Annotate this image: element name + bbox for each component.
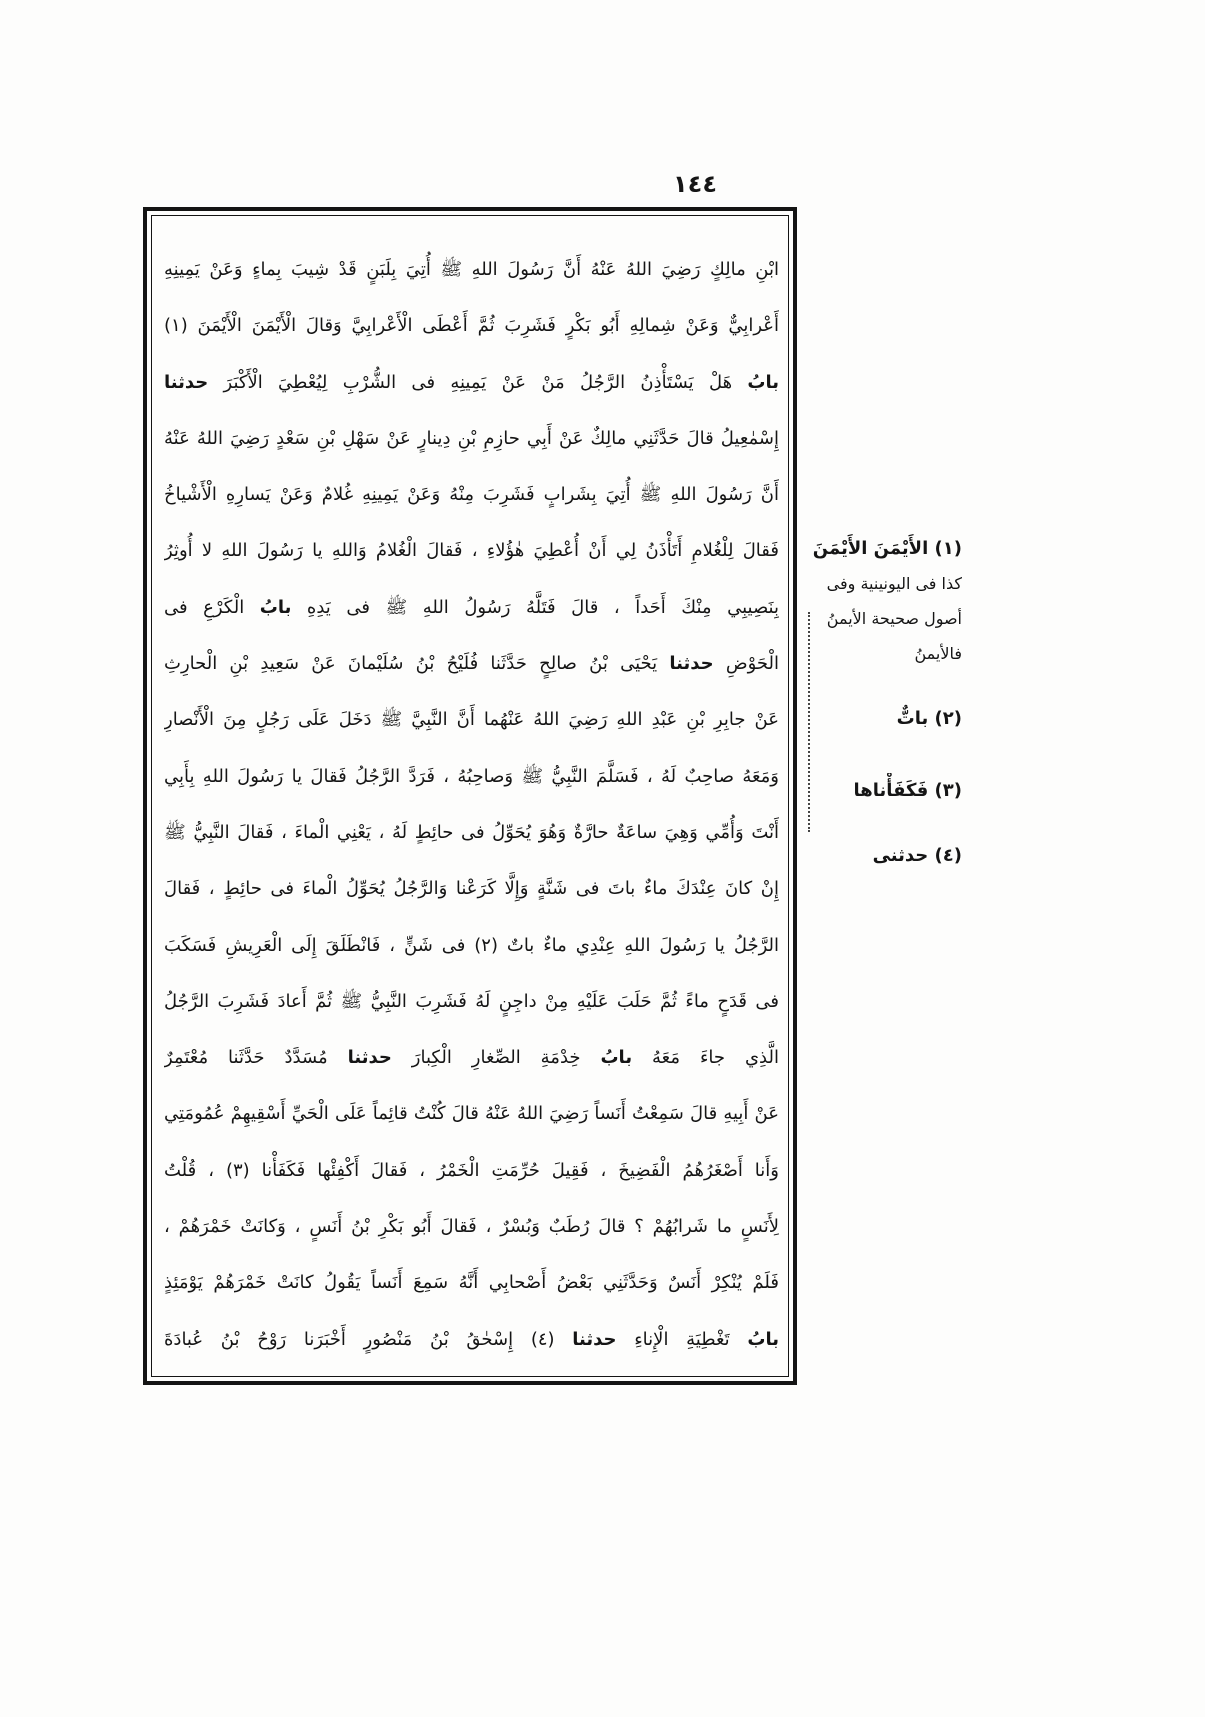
page-frame [143, 207, 797, 1385]
text-line [164, 1143, 779, 1199]
margin-note-line: (٢) باتٌّ [896, 708, 962, 729]
narration-marker: حدثنا [164, 371, 209, 393]
text-line [164, 298, 779, 354]
text-segment: أَنْتَ وَأُمِّي وَهِيَ ساعَةٌ حارَّةٌ وَهُوَ يُحَوِّلُ فى حائِطٍ لَهُ ، يَعْنِي الْماءَ ، فَقالَ النَّبِيُّ ﷺ [164, 821, 779, 843]
text-line [164, 523, 779, 579]
margin-note-line: كذا فى اليونينية وفى [826, 574, 962, 593]
text-segment: إِنْ كانَ عِنْدَكَ ماءٌ باتَ فى شَنَّةٍ وَإِلَّا كَرَعْنا وَالرَّجُلُ يُحَوِّلُ الْماءَ فى حائِطٍ ، فَقالَ [164, 878, 779, 900]
main-text-block [164, 242, 779, 1368]
text-line [164, 1030, 779, 1086]
text-segment: وَمَعَهُ صاحِبٌ لَهُ ، فَسَلَّمَ النَّبِيُّ ﷺ وَصاحِبُهُ ، فَرَدَّ الرَّجُلُ فَقالَ يا رَسُولَ اللهِ بِأَبِي [164, 765, 779, 787]
text-line [164, 805, 779, 861]
chapter-heading-marker: بابُ [747, 1328, 779, 1350]
text-segment: أَنَّ رَسُولَ اللهِ ﷺ أُتِيَ بِشَرابٍ فَشَرِبَ مِنْهُ وَعَنْ يَمِينِهِ غُلامٌ وَعَنْ يَسارِهِ الْأَشْياخُ [164, 484, 779, 506]
text-segment: (٤) إِسْحٰقُ بْنُ مَنْصُورٍ أَخْبَرَنا رَوْحُ بْنُ عُبادَةَ [164, 1328, 573, 1350]
text-line [164, 861, 779, 917]
text-line [164, 692, 779, 748]
margin-note [812, 531, 962, 671]
text-line [164, 636, 779, 692]
text-segment: فَلَمْ يُنْكِرْ أَنَسٌ وَحَدَّثَنِي بَعْضُ أَصْحابِي أَنَّهُ سَمِعَ أَنَساً يَقُولُ كانَتْ خَمْرَهُمْ يَوْمَئِذٍ [164, 1272, 779, 1294]
margin-notes [812, 0, 962, 1717]
margin-note [812, 701, 962, 736]
text-segment: ابْنِ مالِكٍ رَضِيَ اللهُ عَنْهُ أَنَّ رَسُولَ اللهِ ﷺ أُتِيَ بِلَبَنٍ قَدْ شِيبَ بِماءٍ وَعَنْ يَمِينِهِ [164, 259, 779, 280]
page-number: ١٤٤ [673, 170, 717, 198]
scan-dots-artifact [808, 612, 810, 832]
margin-note-line: (١) الأَيْمَنَ الأَيْمَنَ [812, 538, 962, 559]
margin-note-line: فالأيمنُ [914, 644, 962, 663]
text-line [164, 918, 779, 974]
text-segment: الْكَرْعِ فى [164, 596, 260, 618]
text-line [164, 1312, 779, 1368]
text-segment: الرَّجُلُ يا رَسُولَ اللهِ عِنْدِي ماءٌ باتٌ (٢) فى شَنٍّ ، فَانْطَلَقَ إِلَى الْعَرِيشِ فَسَكَبَ [164, 934, 779, 956]
text-segment: وَأَنا أَصْغَرُهُمُ الْفَضِيخَ ، فَقِيلَ حُرِّمَتِ الْخَمْرُ ، فَقالَ أَكْفِئْها فَكَفَأْنا (٣) ، قُلْتُ [164, 1159, 779, 1181]
text-line [164, 467, 779, 523]
margin-note [812, 838, 962, 873]
text-segment: عَنْ جابِرِ بْنِ عَبْدِ اللهِ رَضِيَ اللهُ عَنْهُما أَنَّ النَّبِيَّ ﷺ دَخَلَ عَلَى رَجُلٍ مِنَ الْأَنْصارِ [164, 709, 779, 731]
chapter-heading-marker: بابُ [259, 596, 292, 618]
text-segment: لِأَنَسٍ ما شَرابُهُمْ ؟ قالَ رُطَبٌ وَبُسْرٌ ، فَقالَ أَبُو بَكْرِ بْنُ أَنَسٍ ، وَكانَتْ خَمْرَهُمْ ، [164, 1216, 779, 1238]
page-frame-inner-rule [151, 215, 789, 1377]
text-line [164, 1255, 779, 1311]
text-segment: فَقالَ لِلْغُلامِ أَتَأْذَنُ لِي أَنْ أُعْطِيَ هٰؤُلاءِ ، فَقالَ الْغُلامُ وَاللهِ يا رَسُولَ اللهِ لا أُوثِرُ [164, 540, 779, 562]
text-segment: بِنَصِيبِي مِنْكَ أَحَداً ، قالَ فَتَلَّهُ رَسُولُ اللهِ ﷺ فى يَدِهِ [291, 596, 779, 618]
narration-marker: حدثنا [669, 653, 714, 675]
text-line [164, 749, 779, 805]
text-line [164, 1086, 779, 1142]
text-segment: أَعْرابِيٌّ وَعَنْ شِمالِهِ أَبُو بَكْرٍ فَشَرِبَ ثُمَّ أَعْطَى الْأَعْرابِيَّ وَقالَ الْأَيْمَنَ الْأَيْمَنَ (١) [164, 315, 779, 337]
text-segment: عَنْ أَبِيهِ قالَ سَمِعْتُ أَنَساً رَضِيَ اللهُ عَنْهُ قالَ كُنْتُ قائِماً عَلَى الْحَيِّ أَسْقِيهِمْ عُمُومَتِي [164, 1103, 779, 1125]
margin-note-line: (٤) حدثنى [872, 845, 962, 866]
narration-marker: حدثنا [347, 1047, 392, 1069]
margin-note-line: (٣) فَكَفَأْناها [853, 780, 962, 801]
text-line [164, 974, 779, 1030]
chapter-heading-marker: بابُ [600, 1047, 633, 1069]
text-line [164, 242, 779, 298]
text-segment: تَغْطِيَةِ الْإِناءِ [616, 1328, 748, 1350]
margin-note-line: أصول صحيحة الأيمنُ [826, 609, 962, 628]
text-segment: مُسَدَّدٌ حَدَّثَنا مُعْتَمِرٌ [164, 1047, 348, 1069]
text-segment: خِدْمَةِ الصِّغارِ الْكِبارَ [391, 1047, 601, 1069]
text-segment: يَحْيَى بْنُ صالِحٍ حَدَّثَنا فُلَيْحُ بْنُ سُلَيْمانَ عَنْ سَعِيدِ بْنِ الْحارِثِ [164, 653, 670, 675]
text-segment: إِسْمٰعِيلُ قالَ حَدَّثَنِي مالِكٌ عَنْ أَبِي حازِمِ بْنِ دِينارٍ عَنْ سَهْلِ بْنِ سَعْدٍ رَضِيَ اللهُ عَنْهُ [164, 427, 779, 449]
text-segment: الَّذِي جاءَ مَعَهُ [632, 1047, 779, 1069]
text-line [164, 580, 779, 636]
text-segment: هَلْ يَسْتَأْذِنُ الرَّجُلُ مَنْ عَنْ يَمِينِهِ فى الشُّرْبِ لِيُعْطِيَ الْأَكْبَرَ [208, 371, 748, 393]
text-segment: فى قَدَحٍ ماءً ثُمَّ حَلَبَ عَلَيْهِ مِنْ داجِنٍ لَهُ فَشَرِبَ النَّبِيُّ ﷺ ثُمَّ أَعادَ فَشَرِبَ الرَّجُلُ [164, 990, 779, 1012]
text-segment: الْحَوْضِ [713, 653, 779, 675]
chapter-heading-marker: بابُ [747, 371, 779, 393]
narration-marker: حدثنا [572, 1328, 617, 1350]
text-line [164, 355, 779, 411]
margin-note [812, 773, 962, 808]
text-line [164, 1199, 779, 1255]
text-line [164, 411, 779, 467]
